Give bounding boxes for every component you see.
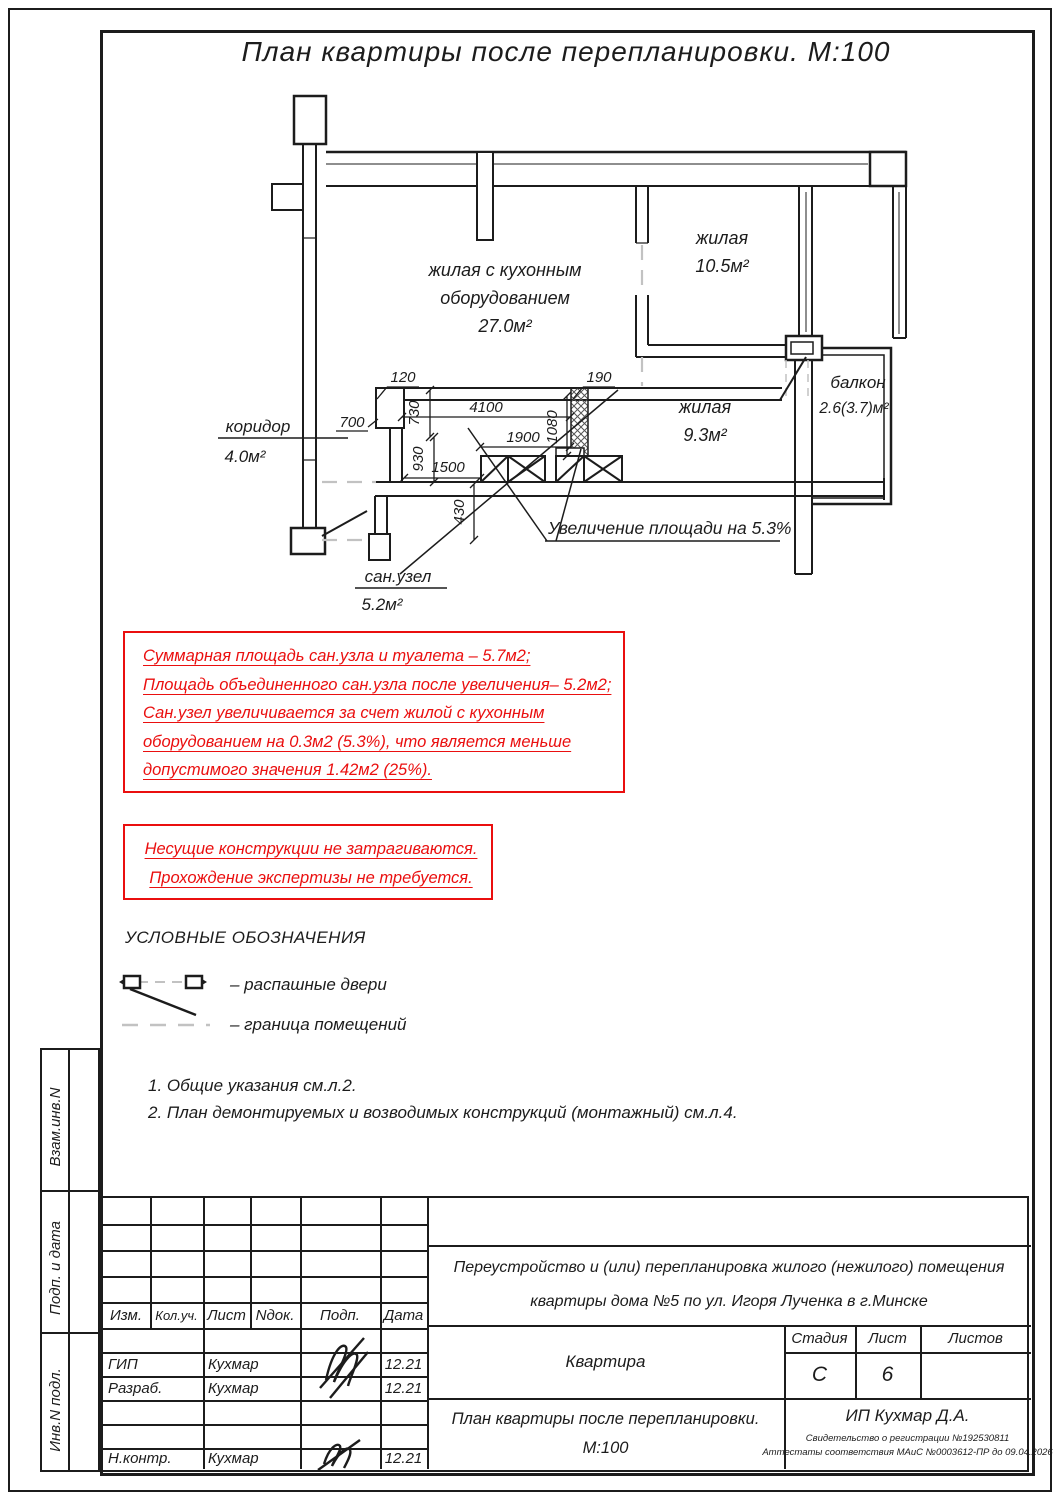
red-note-box-2	[123, 824, 493, 900]
note-2: 2. План демонтируемых и возводимых конструкций (монтажный) см.л.4.	[148, 1103, 738, 1122]
tb-row-razrab-role: Разраб.	[108, 1379, 163, 1397]
tb-row-gip-name: Кухмар	[208, 1355, 259, 1373]
tb-row-razrab-date: 12.21	[384, 1379, 423, 1397]
door-symbol-label: – распашные двери	[230, 975, 387, 994]
tb-sheet-header: Лист	[868, 1330, 907, 1347]
dim-930: 930	[410, 446, 427, 472]
side-stamp-vzam: Взам.инв.N	[46, 1087, 64, 1167]
tb-sheet-value: 6	[881, 1363, 894, 1386]
tb-header-data: Дата	[383, 1306, 424, 1324]
dim-190: 190	[586, 369, 612, 386]
tb-doc-title-line1: План квартиры после перепланировки.	[451, 1409, 760, 1428]
tb-project-line1: Переустройство и (или) перепланировка жилого (нежилого) помещения	[453, 1259, 1005, 1276]
tb-cert1: Свидетельство о регистрации №192530811	[805, 1433, 1010, 1444]
increase-note: Увеличение площади на 5.3%	[548, 518, 792, 538]
red-note-2-line-1: Несущие конструкции не затрагиваются.	[144, 840, 478, 858]
red-note-1-line-4: оборудованием на 0.3м2 (5.3%), что является меньше	[143, 732, 572, 751]
dim-1900: 1900	[506, 429, 540, 446]
red-note-1-line-3: Сан.узел увеличивается за счет жилой с кухонным	[143, 704, 545, 723]
boundary-symbol	[118, 1015, 218, 1035]
dim-4100: 4100	[469, 399, 503, 416]
boundary-symbol-label: – граница помещений	[230, 1015, 407, 1034]
signature-gip-razrab	[302, 1330, 380, 1400]
tb-object: Квартира	[565, 1351, 646, 1371]
red-note-1-line-5: допустимого значения 1.42м2 (25%).	[143, 761, 432, 780]
page-title: План квартиры после перепланировки. М:100	[241, 36, 891, 67]
dim-700: 700	[339, 414, 365, 431]
plan-walls	[272, 96, 906, 574]
tb-header-list: Лист	[207, 1306, 246, 1324]
tb-company: ИП Кухмар Д.А.	[845, 1406, 970, 1425]
room-living2-area: 9.3м²	[683, 425, 727, 445]
title-block	[100, 1196, 1053, 1472]
tb-header-koluch: Кол.уч.	[155, 1307, 198, 1323]
dim-120: 120	[390, 369, 416, 386]
room-wc-area: 5.2м²	[361, 595, 403, 614]
tb-header-ndok: Nдок.	[255, 1306, 295, 1324]
dim-1080: 1080	[544, 410, 561, 444]
room-corridor-label: коридор	[225, 417, 291, 436]
side-stamp-podp: Подп. и дата	[46, 1221, 64, 1315]
tb-cert2: Аттестаты соответствия МАиС №0003612-ПР до 09.04.2026	[762, 1447, 1053, 1458]
tb-header-podp: Подп.	[320, 1306, 360, 1324]
room-living1-area: 10.5м²	[695, 256, 749, 276]
note-1: 1. Общие указания см.л.2.	[148, 1076, 357, 1095]
room-living2-label: жилая	[678, 397, 732, 417]
room-corridor-area: 4.0м²	[224, 447, 266, 466]
dim-1500: 1500	[431, 459, 465, 476]
side-stamp	[40, 1048, 100, 1472]
tb-row-nkontr-name: Кухмар	[208, 1450, 259, 1467]
tb-row-gip-role: ГИП	[108, 1355, 138, 1373]
tb-doc-title-line2: М:100	[582, 1438, 629, 1457]
side-stamp-inv: Инв.N подл.	[46, 1368, 64, 1452]
tb-row-nkontr-date: 12.21	[384, 1450, 423, 1467]
dim-430: 430	[451, 499, 468, 525]
tb-row-nkontr-role: Н.контр.	[108, 1450, 172, 1467]
tb-project-line2: квартиры дома №5 по ул. Игоря Лученка в г.Минске	[530, 1293, 928, 1310]
red-note-2-line-2: Прохождение экспертизы не требуется.	[149, 868, 473, 887]
room-kitchen-label-2: оборудованием	[440, 288, 570, 308]
red-note-box-1	[123, 631, 625, 793]
room-kitchen-label-1: жилая с кухонным	[428, 260, 582, 280]
tb-sheets-header: Листов	[948, 1330, 1003, 1347]
red-note-1-line-1: Суммарная площадь сан.узла и туалета – 5.7м2;	[143, 647, 531, 665]
floor-plan	[0, 0, 1060, 625]
tb-row-razrab-name: Кухмар	[208, 1379, 259, 1397]
signature-nkontr	[302, 1438, 380, 1474]
tb-header-izm: Изм.	[110, 1306, 142, 1324]
dim-730: 730	[406, 400, 423, 426]
tb-stage-value: С	[811, 1363, 828, 1386]
door-symbol	[118, 965, 218, 1020]
room-balcony-area: 2.6(3.7)м²	[819, 400, 889, 417]
room-living1-label: жилая	[695, 228, 749, 248]
red-note-1-line-2: Площадь объединенного сан.узла после увеличения– 5.2м2;	[143, 675, 612, 694]
room-wc-label: сан.узел	[364, 567, 432, 586]
tb-row-gip-date: 12.21	[384, 1355, 423, 1373]
legend-heading: УСЛОВНЫЕ ОБОЗНАЧЕНИЯ	[125, 928, 366, 947]
room-kitchen-area: 27.0м²	[478, 316, 532, 336]
room-balcony-label: балкон	[830, 373, 886, 392]
tb-stage-header: Стадия	[791, 1330, 848, 1347]
